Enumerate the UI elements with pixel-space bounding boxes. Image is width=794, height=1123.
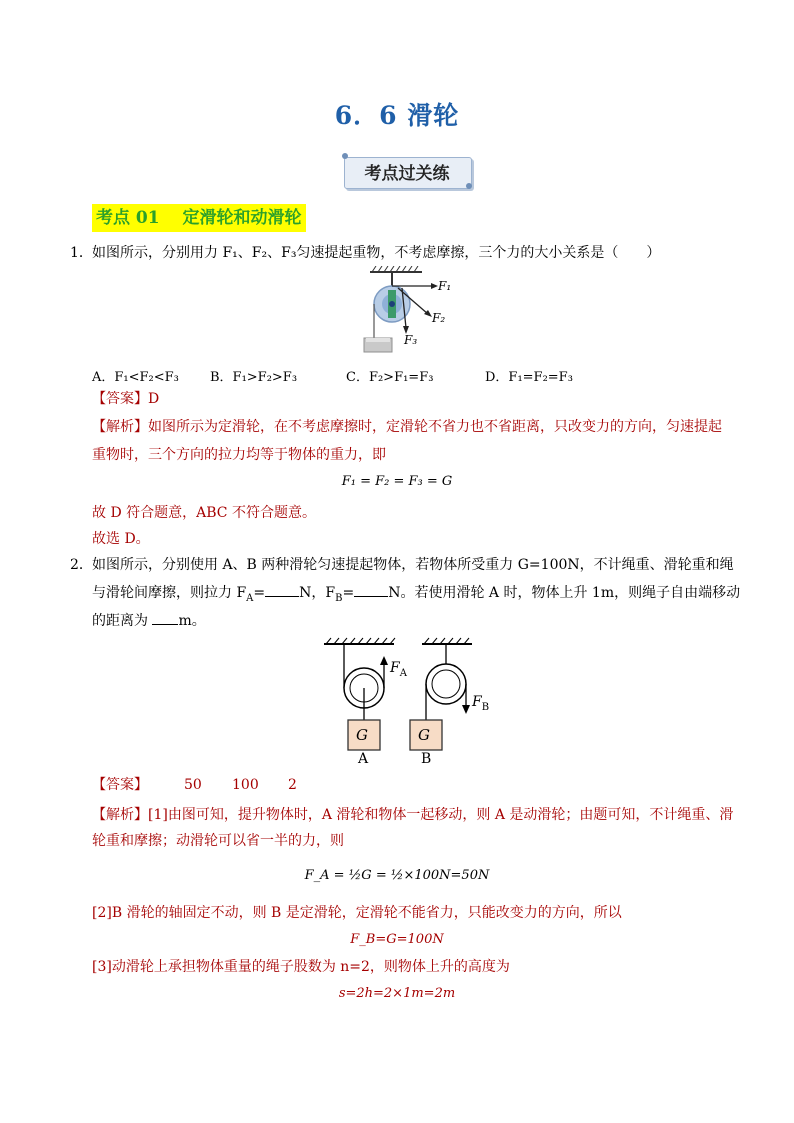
q1-answer-value: D bbox=[148, 391, 160, 407]
q1-analysis-line2: 重物时，三个方向的拉力均等于物体的重力，即 bbox=[92, 447, 386, 463]
q2-formula2: F_B=G=100N bbox=[350, 932, 444, 947]
q2-blank-1[interactable] bbox=[265, 582, 299, 597]
q2-analysis-label: 【解析】 bbox=[92, 807, 148, 823]
q2-answer-3: 2 bbox=[288, 777, 297, 793]
q2-label-fb: $F_B$ bbox=[472, 694, 490, 713]
q2-stem-line3 bbox=[92, 606, 206, 636]
q2-label-g-b: G bbox=[418, 726, 430, 744]
q2-analysis-line2: 轮重和摩擦；动滑轮可以省一半的力，则 bbox=[92, 833, 344, 849]
q2-answer-1: 50 bbox=[184, 777, 202, 793]
badge-label: 考点过关练 bbox=[364, 164, 450, 184]
q1-answer-label: 【答案】 bbox=[92, 391, 148, 407]
q1-analysis-line1 bbox=[92, 412, 722, 442]
section-heading: 考点 01 定滑轮和动滑轮 bbox=[92, 204, 306, 232]
q2-stem-line1: 如图所示，分别使用 A、B 两种滑轮匀速提起物体，若物体所受重力 G=100N，不计绳重、滑轮重和绳 bbox=[92, 557, 734, 573]
q1-label-f1: F₁ bbox=[438, 279, 452, 293]
q1-conclusion1: 故 D 符合题意，ABC 不符合题意。 bbox=[92, 505, 316, 521]
q2-answer-2: 100 bbox=[232, 777, 259, 793]
q1-conclusion2: 故选 D。 bbox=[92, 531, 150, 547]
q1-answer bbox=[92, 384, 159, 414]
q1-option-a: A．F₁<F₂<F₃ bbox=[92, 370, 179, 385]
q2-label-fa: $F_A$ bbox=[390, 660, 407, 679]
q2-analysis-line4: [3]动滑轮上承担物体重量的绳子股数为 n=2，则物体上升的高度为 bbox=[92, 959, 510, 975]
q2-stem-line2: 与滑轮间摩擦，则拉力 $F_A= N$，$F_B= N$。若使用滑轮 A 时，物体上升 1m，则绳子自由端移动 bbox=[92, 578, 740, 614]
q1-analysis-text1: 如图所示为定滑轮，在不考虑摩擦时，定滑轮不省力也不省距离，只改变力的方向，匀速提起 bbox=[148, 419, 722, 435]
q1-option-c: C．F₂>F₁=F₃ bbox=[346, 370, 434, 385]
section-badge bbox=[340, 153, 474, 189]
q2-label-g-a: G bbox=[356, 726, 368, 744]
q1-analysis-label: 【解析】 bbox=[92, 419, 148, 435]
q2-blank-3[interactable] bbox=[152, 610, 178, 625]
q1-label-f3: F₃ bbox=[404, 333, 418, 347]
q2-stem-3b: m。 bbox=[178, 613, 206, 629]
q2-stem-3a: 的距离为 bbox=[92, 613, 148, 629]
q1-number: 1． bbox=[70, 245, 93, 261]
q2-analysis-line3: [2]B 滑轮的轴固定不动，则 B 是定滑轮，定滑轮不能省力，只能改变力的方向，所以 bbox=[92, 905, 622, 921]
q1-formula: F₁ = F₂ = F₃ = G bbox=[341, 474, 453, 489]
q2-answer-label: 【答案】 bbox=[92, 777, 148, 793]
q2-blank-2[interactable] bbox=[354, 582, 388, 597]
q2-formula3: s=2h=2×1m=2m bbox=[338, 986, 456, 1001]
q2-label-b: B bbox=[421, 751, 432, 767]
q2-stem-2a: 与滑轮间摩擦，则拉力 F bbox=[92, 585, 247, 601]
q2-stem-2b: N，F bbox=[299, 585, 336, 601]
q1-option-d: D．F₁=F₂=F₃ bbox=[485, 370, 573, 385]
q2-formula1: F_A = ½G = ½×100N=50N bbox=[304, 868, 490, 883]
q2-number: 2． bbox=[70, 557, 93, 573]
q1-stem: 如图所示，分别用力 F₁、F₂、F₃匀速提起重物，不考虑摩擦，三个力的大小关系是（ ） bbox=[92, 245, 661, 261]
q1-option-b: B．F₁>F₂>F₃ bbox=[210, 370, 298, 385]
q2-stem-2c: N。若使用滑轮 A 时，物体上升 1m，则绳子自由端移动 bbox=[388, 585, 741, 601]
page-title: 6．6 滑轮 bbox=[334, 101, 460, 130]
q1-label-f2: F₂ bbox=[432, 311, 446, 325]
q2-label-a: A bbox=[358, 751, 369, 767]
q2-analysis-text1: [1]由图可知，提升物体时，A 滑轮和物体一起移动，则 A 是动滑轮；由题可知，不计绳重、滑 bbox=[148, 807, 734, 823]
